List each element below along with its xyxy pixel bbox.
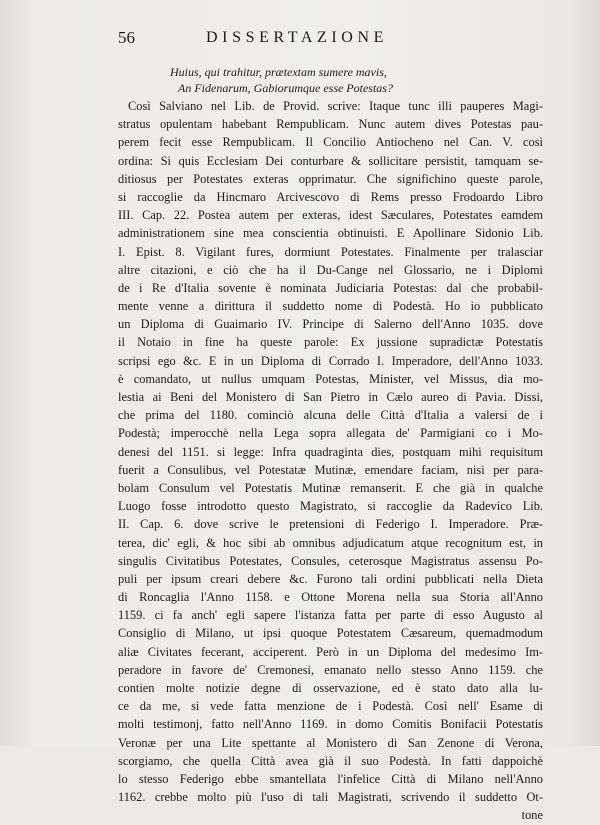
page-title: DISSERTAZIONE — [206, 29, 388, 46]
text-line: di Roncaglia l'Anno 1158. e Ottone Morena nella sua Storia all'Anno — [118, 590, 543, 605]
text-line: ditiosus per Potestates exteras opprimatur. Che significhino queste parole, — [118, 171, 543, 186]
text-line: de i Re d'Italia sovente è nominata Judiciaria Potestas: dal che probabil- — [118, 280, 543, 295]
text-line: lo stesso Federigo ebbe smantellata l'infelice Città di Milano nell'Anno — [118, 771, 543, 786]
text-line: un Diploma di Guaimario IV. Principe di Salerno dell'Anno 1035. dove — [118, 317, 543, 332]
body-text — [118, 97, 543, 825]
text-line: Luogo fosse introdotto questo Magistrato, si raccoglie da Radevico Lib. — [118, 499, 543, 514]
verse-line-1: Huius, qui trahitur, prætextam sumere mavis, — [170, 65, 387, 79]
text-line: contien molte notizie degne di osservazione, ed è stato dato alla lu- — [118, 681, 543, 695]
verse-quote — [170, 64, 490, 96]
text-line: lestia ai Beni del Monistero di San Pietro in Cælo aureo di Pavia. Dissi, — [118, 390, 543, 404]
text-line: denesi del 1151. si legge: Infra quadraginta dies, postquam mihi requisitum — [118, 444, 543, 459]
text-line: terea, dic' egli, & hoc sibi ab omnibus adjudicatum atque recognitum est, in — [118, 535, 543, 550]
text-line: si raccoglie da Hincmaro Arcivescovo di Rems presso Frodoardo Libro — [118, 189, 543, 204]
page-number: 56 — [118, 28, 135, 47]
running-head — [118, 28, 540, 48]
text-line: scripsi ego &c. E in un Diploma di Corrado I. Imperadore, dell'Anno 1033. — [118, 353, 543, 368]
text-line: scorgiamo, che quella Città avea già il suo Podestà. In fatti dappoichè — [118, 753, 543, 768]
text-line: 1159. ci fa anch' egli sapere l'istanza fatta per parte di esso Augusto al — [118, 608, 543, 623]
page-edge-shadow — [570, 0, 600, 746]
text-line: bolam Consulum vel Potestatis Mutinæ remanserit. E che già in qualche — [118, 480, 543, 495]
text-line: fuerit a Consulibus, vel Potestatæ Mutinæ, emendare faciam, nisi per para- — [118, 462, 543, 477]
text-line: I. Epist. 8. Vigilant fures, dormiunt Potestates. Finalmente per tralasciar — [118, 244, 543, 259]
text-line: Così Salviano nel Lib. de Provid. scrive: Itaque tunc illi pauperes Magi- — [128, 99, 543, 113]
text-line: molti testimonj, fatto nell'Anno 1169. in domo Comitis Bonifacii Potestatis — [118, 717, 543, 732]
text-line: II. Cap. 6. dove scrive le pretensioni di Federigo I. Imperadore. Præ- — [118, 517, 543, 532]
text-line: Consiglio di Milano, ut ipsi quoque Potestatem Cæsareum, quemadmodum — [118, 626, 543, 641]
text-line: mente venne a dirittura il suddetto nome di Podestà. Ho io pubblicato — [118, 299, 543, 314]
text-line: ce da me, si vede fatta menzione de i Podestà. Così nell' Esame di — [118, 699, 543, 714]
text-line: III. Cap. 22. Postea autem per exteras, idest Sæculares, Potestates eamdem — [118, 208, 543, 223]
text-line: ordina: Si quis Ecclesiam Dei conturbare & sollicitare persistit, tamquam se- — [118, 153, 543, 168]
text-line: perem fecit esse Rempublicam. Il Concilio Antiocheno nel Can. V. così — [118, 135, 543, 150]
text-line: Veronæ per una Lite spettante al Monistero di San Zenone di Verona, — [118, 735, 543, 750]
text-line: stratus opulentam habebant Rempublicam. Nunc autem dives Potestas pau- — [118, 117, 543, 132]
text-line: puli per ipsum creari debere &c. Furono tali ordini pubblicati nella Dieta — [118, 571, 543, 586]
text-line: Podestà; imperocchè nella Lega sopra allegata de' Parmigiani co i Mo- — [118, 426, 543, 441]
catchword: tone — [521, 808, 543, 823]
text-line: peradore in favore de' Cremonesi, emanato nello stesso Anno 1159. che — [118, 662, 543, 677]
text-line: che prima del 1180. cominciò alcuna delle Città d'Italia a valersi de i — [118, 408, 543, 423]
text-line: altre citazioni, e ciò che ha il Du-Cange nel Glossario, ne i Diplomi — [118, 262, 543, 277]
text-line: il Notaio in fine ha queste parole: Ex jussione supradictæ Potestatis — [118, 335, 543, 350]
text-line: è comandato, ut nullus umquam Potestas, Minister, vel Missus, dia mo- — [118, 371, 543, 386]
text-line: 1162. crebbe molto più l'uso di tali Magistrati, scrivendo il suddetto Ot- — [118, 790, 543, 805]
text-line: administrationem sine mea conscientia obtinuisti. E Apollinare Sidonio Lib. — [118, 226, 543, 241]
text-line: singulis Civitatibus Potestates, Consules, ceterosque Magistratus assensu Po- — [118, 553, 543, 568]
text-line: aliæ Civitates fecerant, acciperent. Però in un Diploma del medesimo Im- — [118, 644, 543, 659]
verse-line-2: An Fidenarum, Gabiorumque esse Potestas? — [178, 81, 393, 95]
